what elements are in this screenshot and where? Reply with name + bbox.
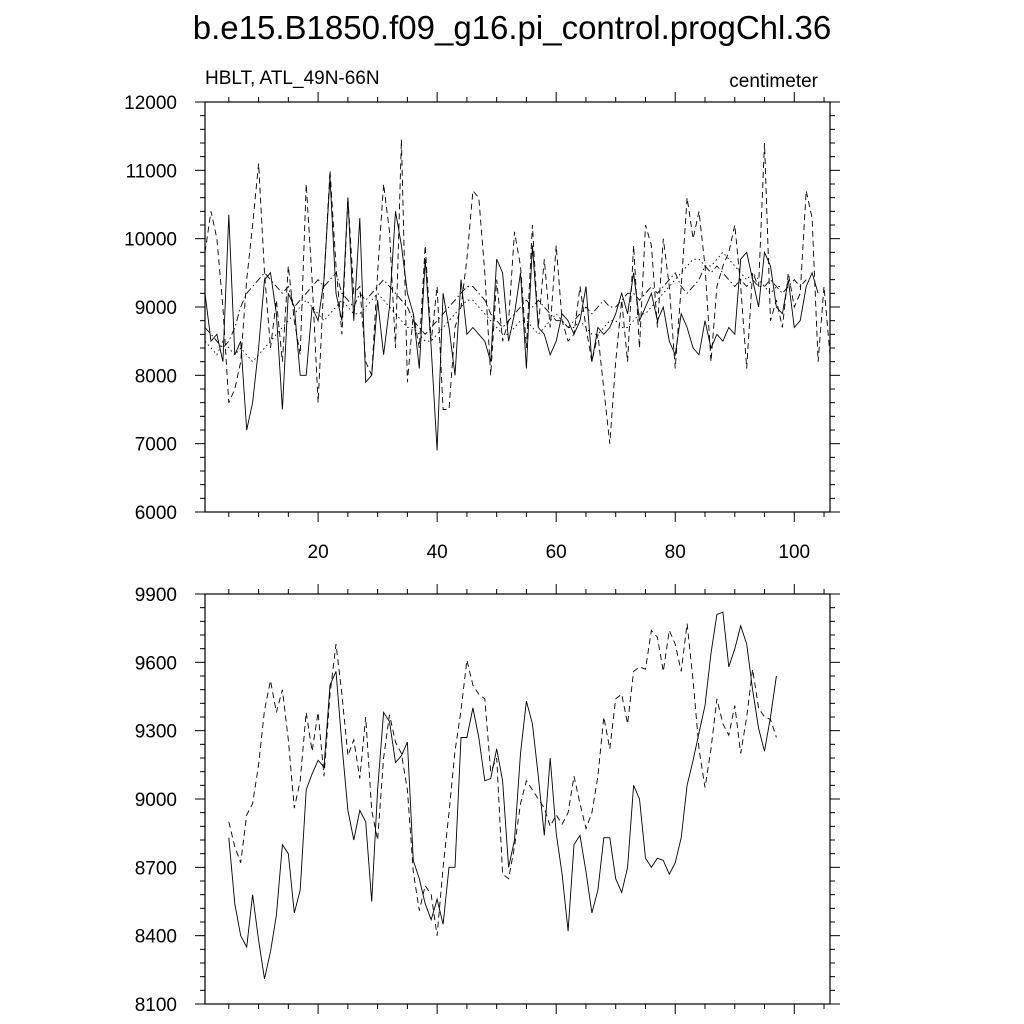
y-tick-label: 10000 (124, 229, 177, 251)
y-tick-label: 8100 (134, 995, 177, 1016)
y-tick-label: 12000 (124, 93, 177, 114)
y-tick-label: 9600 (134, 653, 177, 675)
x-tick-label: 60 (545, 542, 567, 563)
panel-top-subtitle-left: HBLT, ATL_49N-66N (205, 68, 380, 89)
series-line-solid (229, 612, 777, 979)
panel-bottom-series (229, 612, 777, 979)
y-tick-label: 9000 (134, 790, 177, 811)
panel-top-frame (205, 102, 830, 512)
x-tick-label: 20 (307, 542, 329, 563)
x-tick-label: 40 (426, 542, 448, 563)
y-tick-label: 9900 (134, 585, 177, 606)
panel-top-series (205, 140, 830, 451)
y-tick-label: 8400 (134, 926, 177, 948)
panel-top-subtitle-right: centimeter (729, 71, 818, 92)
panel-top (124, 68, 840, 563)
y-tick-label: 9300 (134, 721, 177, 743)
y-tick-label: 7000 (134, 434, 177, 456)
y-tick-label: 8000 (134, 366, 177, 388)
x-tick-label: 100 (778, 542, 811, 563)
series-line-solid (205, 177, 818, 450)
y-tick-label: 8700 (134, 858, 177, 880)
x-tick-label: 80 (664, 542, 686, 563)
panel-bottom (135, 584, 840, 1016)
figure-title: b.e15.B1850.f09_g16.pi_control.progChl.36 (192, 9, 832, 46)
y-tick-label: 11000 (125, 161, 177, 183)
panel-top-ticks (124, 92, 840, 563)
panel-bottom-ticks (135, 584, 840, 1016)
y-tick-label: 9000 (134, 298, 177, 319)
y-tick-label: 6000 (134, 503, 177, 524)
